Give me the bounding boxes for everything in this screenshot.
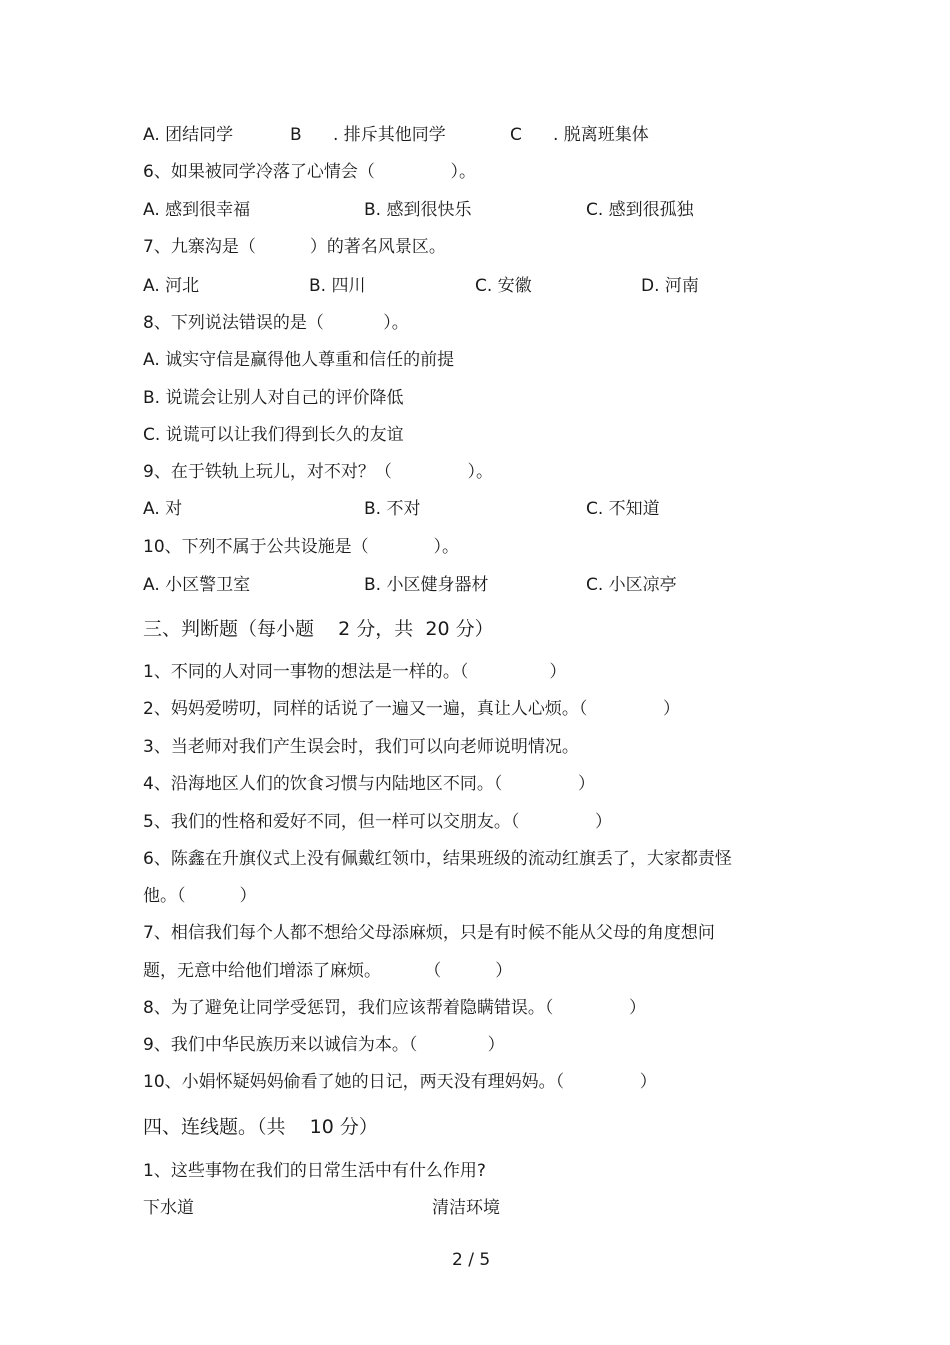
judge-item-10: 10、小娟怀疑妈妈偷看了她的日记，两天没有理妈妈。（ ） [143, 1072, 657, 1092]
q5-option-b-letter: B [290, 125, 302, 145]
question-10: 10、下列不属于公共设施是（ ）。 [143, 537, 459, 557]
q8-option-b: B. 说谎会让别人对自己的评价降低 [143, 388, 404, 408]
judge-item-6-line1: 6、陈鑫在升旗仪式上没有佩戴红领巾，结果班级的流动红旗丢了，大家都责怪 [143, 849, 732, 869]
q9-option-c: C. 不知道 [586, 499, 660, 519]
q6-option-c: C. 感到很孤独 [586, 200, 694, 220]
judge-item-2: 2、妈妈爱唠叨，同样的话说了一遍又一遍，真让人心烦。（ ） [143, 699, 680, 719]
q5-option-a: A. 团结同学 [143, 125, 234, 145]
matching-question-1: 1、这些事物在我们的日常生活中有什么作用? [143, 1161, 486, 1181]
judge-item-8: 8、为了避免让同学受惩罚，我们应该帮着隐瞒错误。（ ） [143, 998, 646, 1018]
q5-option-c-letter: C [510, 125, 522, 145]
judge-item-7-line1: 7、相信我们每个人都不想给父母添麻烦，只是有时候不能从父母的角度想问 [143, 923, 715, 943]
question-6: 6、如果被同学冷落了心情会（ ）。 [143, 162, 476, 182]
q9-option-b: B. 不对 [364, 499, 421, 519]
judge-item-4: 4、沿海地区人们的饮食习惯与内陆地区不同。（ ） [143, 774, 595, 794]
question-7: 7、九寨沟是（ ）的著名风景区。 [143, 237, 446, 257]
page-number: 2 / 5 [452, 1250, 491, 1270]
section-3-heading: 三、判断题（每小题 2 分，共 20 分） [143, 618, 494, 640]
q5-option-c: . 脱离班集体 [553, 125, 649, 145]
q7-option-a: A. 河北 [143, 276, 200, 296]
q8-option-c: C. 说谎可以让我们得到长久的友谊 [143, 425, 404, 445]
match-right-item: 清洁环境 [432, 1198, 500, 1218]
judge-item-7-line2: 题，无意中给他们增添了麻烦。 （ ） [143, 961, 513, 981]
judge-item-1: 1、不同的人对同一事物的想法是一样的。（ ） [143, 662, 567, 682]
q10-option-a: A. 小区警卫室 [143, 575, 251, 595]
q7-option-d: D. 河南 [641, 276, 699, 296]
q6-option-a: A. 感到很幸福 [143, 200, 251, 220]
judge-item-3: 3、当老师对我们产生误会时，我们可以向老师说明情况。 [143, 737, 579, 757]
question-9: 9、在于铁轨上玩儿，对不对？（ ）。 [143, 462, 493, 482]
judge-item-9: 9、我们中华民族历来以诚信为本。（ ） [143, 1035, 505, 1055]
q10-option-b: B. 小区健身器材 [364, 575, 489, 595]
q6-option-b: B. 感到很快乐 [364, 200, 472, 220]
q8-option-a: A. 诚实守信是赢得他人尊重和信任的前提 [143, 350, 455, 370]
q5-option-b: . 排斥其他同学 [333, 125, 446, 145]
q9-option-a: A. 对 [143, 499, 183, 519]
q7-option-c: C. 安徽 [475, 276, 532, 296]
section-4-heading: 四、连线题。（共 10 分） [143, 1116, 378, 1138]
question-8: 8、下列说法错误的是（ ）。 [143, 313, 409, 333]
judge-item-6-line2: 他。（ ） [143, 886, 257, 906]
q10-option-c: C. 小区凉亭 [586, 575, 677, 595]
judge-item-5: 5、我们的性格和爱好不同，但一样可以交朋友。（ ） [143, 812, 612, 832]
q7-option-b: B. 四川 [309, 276, 366, 296]
match-left-item: 下水道 [143, 1198, 194, 1218]
